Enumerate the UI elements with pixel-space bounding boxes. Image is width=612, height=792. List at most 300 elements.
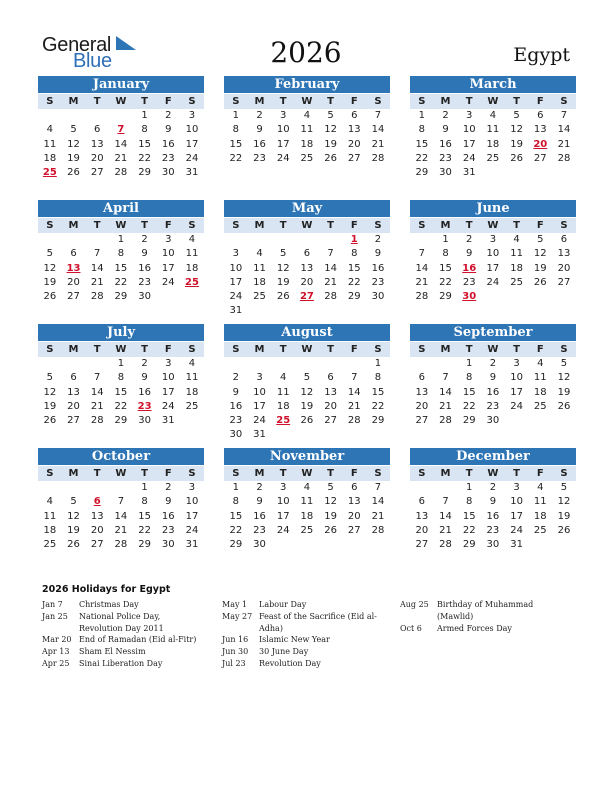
day-cell: [85, 233, 109, 247]
day-cell: [319, 538, 343, 552]
day-cell: [410, 233, 434, 247]
week-row: [224, 481, 390, 495]
holiday-day-cell: 30: [462, 291, 477, 303]
day-cell: 13: [67, 386, 80, 398]
day-cell: 2: [165, 482, 172, 493]
day-cell: 24: [229, 291, 243, 303]
day-cell: 7: [117, 496, 125, 508]
day-cell: 18: [43, 152, 57, 164]
day-cell: 10: [161, 372, 175, 384]
day-cell: 2: [466, 234, 473, 245]
day-cell: [38, 233, 62, 247]
day-cell: 17: [510, 510, 523, 522]
day-cell: 31: [510, 539, 523, 551]
weekday-label: W: [487, 468, 499, 479]
day-cell: 3: [513, 358, 520, 369]
day-cell: [85, 481, 109, 495]
day-cell: 9: [374, 248, 382, 260]
day-cell: 27: [324, 415, 337, 427]
day-cell: 24: [185, 524, 199, 536]
day-cell: 8: [442, 248, 449, 260]
weekday-label: S: [46, 220, 54, 231]
day-cell: [528, 290, 552, 304]
day-cell: 26: [276, 291, 290, 303]
day-cell: 30: [229, 429, 243, 441]
holiday-name: Feast of the Sacrifice (Eid al-Adha): [259, 611, 377, 633]
day-cell: [366, 304, 390, 318]
day-cell: 9: [256, 496, 263, 508]
day-cell: 22: [462, 400, 476, 412]
week-row: [224, 262, 390, 276]
week-row: [38, 371, 204, 385]
day-cell: 5: [560, 482, 568, 493]
weekday-label: W: [301, 96, 313, 107]
day-cell: 31: [185, 539, 199, 551]
day-cell: 5: [327, 482, 334, 493]
weekday-label: T: [279, 344, 287, 355]
day-cell: 19: [557, 510, 571, 522]
day-cell: 5: [537, 234, 544, 245]
day-cell: 24: [185, 152, 199, 164]
day-cell: 6: [327, 372, 334, 384]
day-cell: 6: [94, 124, 101, 136]
day-cell: [481, 290, 505, 304]
weekday-label: W: [115, 220, 127, 231]
day-cell: 31: [253, 429, 266, 441]
day-cell: 1: [117, 358, 125, 369]
week-row: [410, 247, 576, 261]
day-cell: 28: [439, 415, 452, 427]
day-cell: 25: [253, 291, 266, 303]
week-row: [38, 166, 204, 180]
day-cell: 16: [439, 138, 452, 150]
day-cell: 19: [43, 276, 57, 288]
month-may: [224, 200, 390, 319]
day-cell: 13: [415, 510, 429, 522]
day-cell: 28: [439, 539, 452, 551]
day-cell: [85, 357, 109, 371]
weekday-label: T: [141, 468, 148, 479]
day-cell: 10: [510, 372, 523, 384]
day-cell: [156, 290, 180, 304]
day-cell: 31: [161, 415, 175, 427]
week-row: [224, 233, 390, 247]
day-cell: 6: [418, 496, 426, 508]
day-cell: 23: [486, 524, 500, 536]
day-cell: 1: [141, 110, 148, 121]
day-cell: 17: [486, 262, 500, 274]
day-cell: 17: [161, 262, 175, 274]
day-cell: 14: [439, 386, 452, 398]
day-cell: 1: [418, 110, 426, 121]
day-cell: 20: [300, 276, 314, 288]
day-cell: [109, 109, 133, 123]
month-header: January: [38, 76, 204, 93]
weekday-label: S: [418, 220, 426, 231]
day-cell: 26: [510, 152, 523, 164]
day-cell: 4: [280, 372, 287, 384]
weekday-label: T: [279, 468, 287, 479]
holiday-item: [222, 611, 382, 635]
weekday-label: F: [350, 468, 358, 479]
day-cell: 25: [510, 276, 523, 288]
weekday-label: T: [327, 96, 334, 107]
day-cell: 26: [43, 415, 57, 427]
holiday-date: Apr 25: [42, 658, 70, 668]
week-row: [38, 386, 204, 400]
day-cell: 15: [415, 138, 429, 150]
day-cell: 16: [161, 138, 175, 150]
day-cell: 4: [188, 358, 196, 369]
day-cell: 5: [70, 496, 77, 508]
day-cell: 21: [439, 400, 452, 412]
day-cell: [38, 481, 62, 495]
weekday-header-row: [224, 218, 390, 233]
day-cell: 19: [510, 138, 523, 150]
weekday-label: W: [487, 220, 499, 231]
day-cell: [180, 290, 204, 304]
week-row: [38, 247, 204, 261]
day-cell: 13: [347, 496, 361, 508]
day-cell: [248, 233, 272, 247]
day-cell: 2: [256, 482, 263, 493]
day-cell: 4: [513, 234, 520, 245]
week-row: [410, 166, 576, 180]
holiday-item: [222, 634, 382, 646]
day-cell: 2: [165, 110, 172, 121]
day-cell: 24: [276, 152, 290, 164]
weekday-label: S: [232, 468, 240, 479]
month-april: [38, 200, 204, 304]
weekday-header-row: [410, 94, 576, 109]
weekday-label: M: [254, 220, 265, 231]
country-name: Egypt: [513, 44, 570, 66]
day-cell: 21: [114, 152, 128, 164]
weekday-label: F: [536, 468, 544, 479]
day-cell: 11: [300, 496, 314, 508]
day-cell: 15: [462, 510, 476, 522]
holiday-day-cell: 13: [66, 262, 81, 274]
day-cell: 21: [90, 400, 104, 412]
week-row: [224, 304, 390, 318]
day-cell: 16: [371, 262, 385, 274]
day-cell: 3: [256, 372, 263, 384]
day-cell: 26: [533, 276, 547, 288]
day-cell: 9: [232, 386, 240, 398]
week-row: [224, 400, 390, 414]
day-cell: 2: [256, 110, 263, 121]
day-cell: 7: [94, 248, 101, 260]
month-july: [38, 324, 204, 428]
week-row: [38, 290, 204, 304]
month-header: October: [38, 448, 204, 465]
weekday-label: W: [487, 344, 499, 355]
day-cell: 14: [439, 510, 452, 522]
holidays-heading: 2026 Holidays for Egypt: [42, 584, 171, 595]
holiday-date: Mar 20: [42, 635, 72, 645]
day-cell: [528, 538, 552, 552]
weekday-label: S: [232, 220, 240, 231]
day-cell: 28: [90, 415, 104, 427]
day-cell: 19: [67, 152, 80, 164]
day-cell: 14: [415, 262, 429, 274]
day-cell: 14: [347, 386, 361, 398]
weekday-label: S: [418, 96, 426, 107]
day-cell: 25: [300, 524, 314, 536]
day-cell: 3: [280, 482, 287, 493]
day-cell: 16: [229, 400, 243, 412]
day-cell: 10: [486, 248, 500, 260]
weekday-label: S: [188, 96, 196, 107]
day-cell: 26: [300, 415, 314, 427]
day-cell: 2: [374, 234, 382, 245]
day-cell: 9: [466, 248, 473, 260]
weekday-label: T: [279, 96, 287, 107]
day-cell: 8: [351, 248, 358, 260]
day-cell: 27: [90, 167, 104, 179]
holiday-name: Birthday of Muhammad (Mawlid): [437, 600, 534, 621]
holiday-name: Christmas Day: [79, 600, 139, 609]
weekday-label: M: [440, 96, 451, 107]
week-row: [224, 152, 390, 166]
day-cell: 22: [114, 400, 128, 412]
week-row: [224, 357, 390, 371]
week-row: [38, 262, 204, 276]
weekday-label: M: [68, 344, 79, 355]
day-cell: 16: [486, 510, 500, 522]
day-cell: 20: [347, 510, 361, 522]
holiday-name: Islamic New Year: [259, 635, 330, 645]
holiday-item: [222, 658, 382, 670]
day-cell: 26: [324, 152, 337, 164]
day-cell: 30: [138, 415, 151, 427]
day-cell: [552, 414, 576, 428]
day-cell: 27: [347, 524, 361, 536]
page-title-year: 2026: [270, 36, 342, 69]
holiday-day-cell: 25: [185, 276, 199, 288]
month-header: June: [410, 200, 576, 217]
day-cell: [224, 357, 248, 371]
holiday-date: May 1: [222, 600, 248, 609]
holiday-day-cell: 1: [350, 234, 358, 245]
day-cell: 4: [256, 248, 263, 260]
weekday-label: S: [374, 96, 382, 107]
holiday-name: Armed Forces Day: [437, 623, 512, 633]
week-row: [38, 152, 204, 166]
day-cell: 14: [90, 386, 104, 398]
holiday-name: 30 June Day: [259, 647, 309, 657]
weekday-label: T: [93, 344, 101, 355]
day-cell: 29: [415, 167, 429, 179]
day-cell: 11: [43, 138, 57, 150]
day-cell: 14: [371, 124, 385, 136]
day-cell: 20: [67, 400, 80, 412]
day-cell: [271, 428, 295, 442]
day-cell: 16: [161, 510, 175, 522]
weekday-label: T: [93, 96, 101, 107]
logo-text-general: General: [42, 34, 112, 56]
day-cell: 17: [276, 138, 290, 150]
week-row: [410, 400, 576, 414]
holiday-day-cell: 6: [93, 496, 101, 508]
week-row: [410, 481, 576, 495]
day-cell: 20: [415, 524, 429, 536]
day-cell: 14: [90, 262, 104, 274]
day-cell: 10: [253, 386, 266, 398]
day-cell: [505, 414, 529, 428]
weekday-header-row: [224, 466, 390, 481]
day-cell: 30: [486, 415, 500, 427]
day-cell: [62, 357, 86, 371]
day-cell: 8: [466, 372, 473, 384]
day-cell: 21: [114, 524, 128, 536]
day-cell: 5: [70, 124, 77, 136]
day-cell: 15: [439, 262, 452, 274]
day-cell: 12: [300, 386, 314, 398]
day-cell: 29: [371, 415, 385, 427]
weekday-label: T: [93, 468, 101, 479]
weekday-label: S: [374, 344, 382, 355]
weekday-label: S: [418, 344, 426, 355]
day-cell: 12: [324, 496, 337, 508]
weekday-label: M: [68, 220, 79, 231]
day-cell: 8: [418, 124, 426, 136]
day-cell: 15: [347, 262, 361, 274]
holiday-item: [400, 623, 570, 635]
week-row: [38, 414, 204, 428]
day-cell: 7: [418, 248, 426, 260]
holiday-date: Jul 23: [222, 658, 246, 668]
weekday-label: W: [301, 468, 313, 479]
day-cell: 23: [371, 276, 385, 288]
day-cell: 17: [253, 400, 266, 412]
weekday-label: S: [46, 96, 54, 107]
day-cell: 7: [374, 482, 382, 493]
holiday-item: [42, 658, 202, 670]
day-cell: 14: [371, 496, 385, 508]
day-cell: 9: [442, 124, 449, 136]
day-cell: 28: [347, 415, 361, 427]
day-cell: 18: [185, 262, 199, 274]
weekday-label: T: [327, 468, 334, 479]
day-cell: 5: [327, 110, 334, 121]
month-september: [410, 324, 576, 428]
weekday-label: F: [164, 344, 172, 355]
day-cell: 27: [557, 276, 571, 288]
week-row: [410, 123, 576, 137]
weekday-label: T: [279, 220, 287, 231]
day-cell: 26: [557, 400, 571, 412]
day-cell: 17: [462, 138, 476, 150]
weekday-header-row: [38, 466, 204, 481]
day-cell: 25: [185, 400, 199, 412]
month-header: August: [224, 324, 390, 341]
weekday-label: W: [115, 96, 127, 107]
day-cell: 4: [46, 124, 54, 136]
holiday-day-cell: 20: [533, 138, 548, 150]
day-cell: 30: [486, 539, 500, 551]
day-cell: 3: [188, 482, 196, 493]
week-row: [410, 233, 576, 247]
weekday-label: M: [68, 468, 79, 479]
holiday-date: Aug 25: [400, 600, 429, 609]
weekday-label: S: [560, 96, 568, 107]
day-cell: 3: [165, 358, 172, 369]
day-cell: 4: [303, 110, 311, 121]
week-row: [410, 357, 576, 371]
week-row: [410, 109, 576, 123]
day-cell: 5: [560, 358, 568, 369]
day-cell: 23: [486, 400, 500, 412]
day-cell: 23: [253, 152, 266, 164]
day-cell: 29: [138, 167, 151, 179]
week-row: [224, 290, 390, 304]
day-cell: [271, 357, 295, 371]
day-cell: [342, 538, 366, 552]
day-cell: 24: [462, 152, 476, 164]
day-cell: 7: [94, 372, 101, 384]
month-december: [410, 448, 576, 552]
day-cell: 16: [253, 510, 266, 522]
day-cell: 4: [188, 234, 196, 245]
day-cell: 28: [371, 524, 385, 536]
holiday-day-cell: 23: [137, 400, 152, 412]
weekday-label: T: [465, 220, 473, 231]
week-row: [224, 414, 390, 428]
day-cell: 25: [43, 539, 57, 551]
day-cell: 5: [280, 248, 287, 260]
day-cell: 21: [557, 138, 571, 150]
weekday-label: W: [301, 220, 313, 231]
weekday-label: S: [374, 468, 382, 479]
day-cell: 15: [138, 510, 151, 522]
holiday-column: [42, 599, 202, 670]
day-cell: 10: [185, 124, 199, 136]
day-cell: [434, 481, 458, 495]
day-cell: [410, 481, 434, 495]
day-cell: [319, 428, 343, 442]
day-cell: 3: [466, 110, 473, 121]
week-row: [224, 386, 390, 400]
day-cell: 11: [185, 248, 199, 260]
week-row: [410, 290, 576, 304]
holiday-item: [42, 634, 202, 646]
holiday-item: [42, 611, 202, 635]
weekday-label: T: [465, 96, 473, 107]
day-cell: [342, 357, 366, 371]
day-cell: 23: [462, 276, 476, 288]
day-cell: 14: [114, 138, 128, 150]
weekday-header-row: [38, 218, 204, 233]
day-cell: 17: [229, 276, 243, 288]
day-cell: 29: [138, 539, 151, 551]
day-cell: 27: [415, 539, 429, 551]
day-cell: [248, 304, 272, 318]
day-cell: [319, 233, 343, 247]
week-row: [410, 495, 576, 509]
day-cell: 3: [489, 234, 497, 245]
day-cell: 24: [276, 524, 290, 536]
day-cell: 27: [415, 415, 429, 427]
day-cell: 5: [513, 110, 520, 121]
day-cell: 28: [415, 291, 429, 303]
day-cell: 22: [229, 152, 243, 164]
day-cell: 13: [557, 248, 571, 260]
day-cell: 20: [67, 276, 80, 288]
week-row: [38, 400, 204, 414]
day-cell: 22: [347, 276, 361, 288]
day-cell: 31: [229, 305, 243, 317]
